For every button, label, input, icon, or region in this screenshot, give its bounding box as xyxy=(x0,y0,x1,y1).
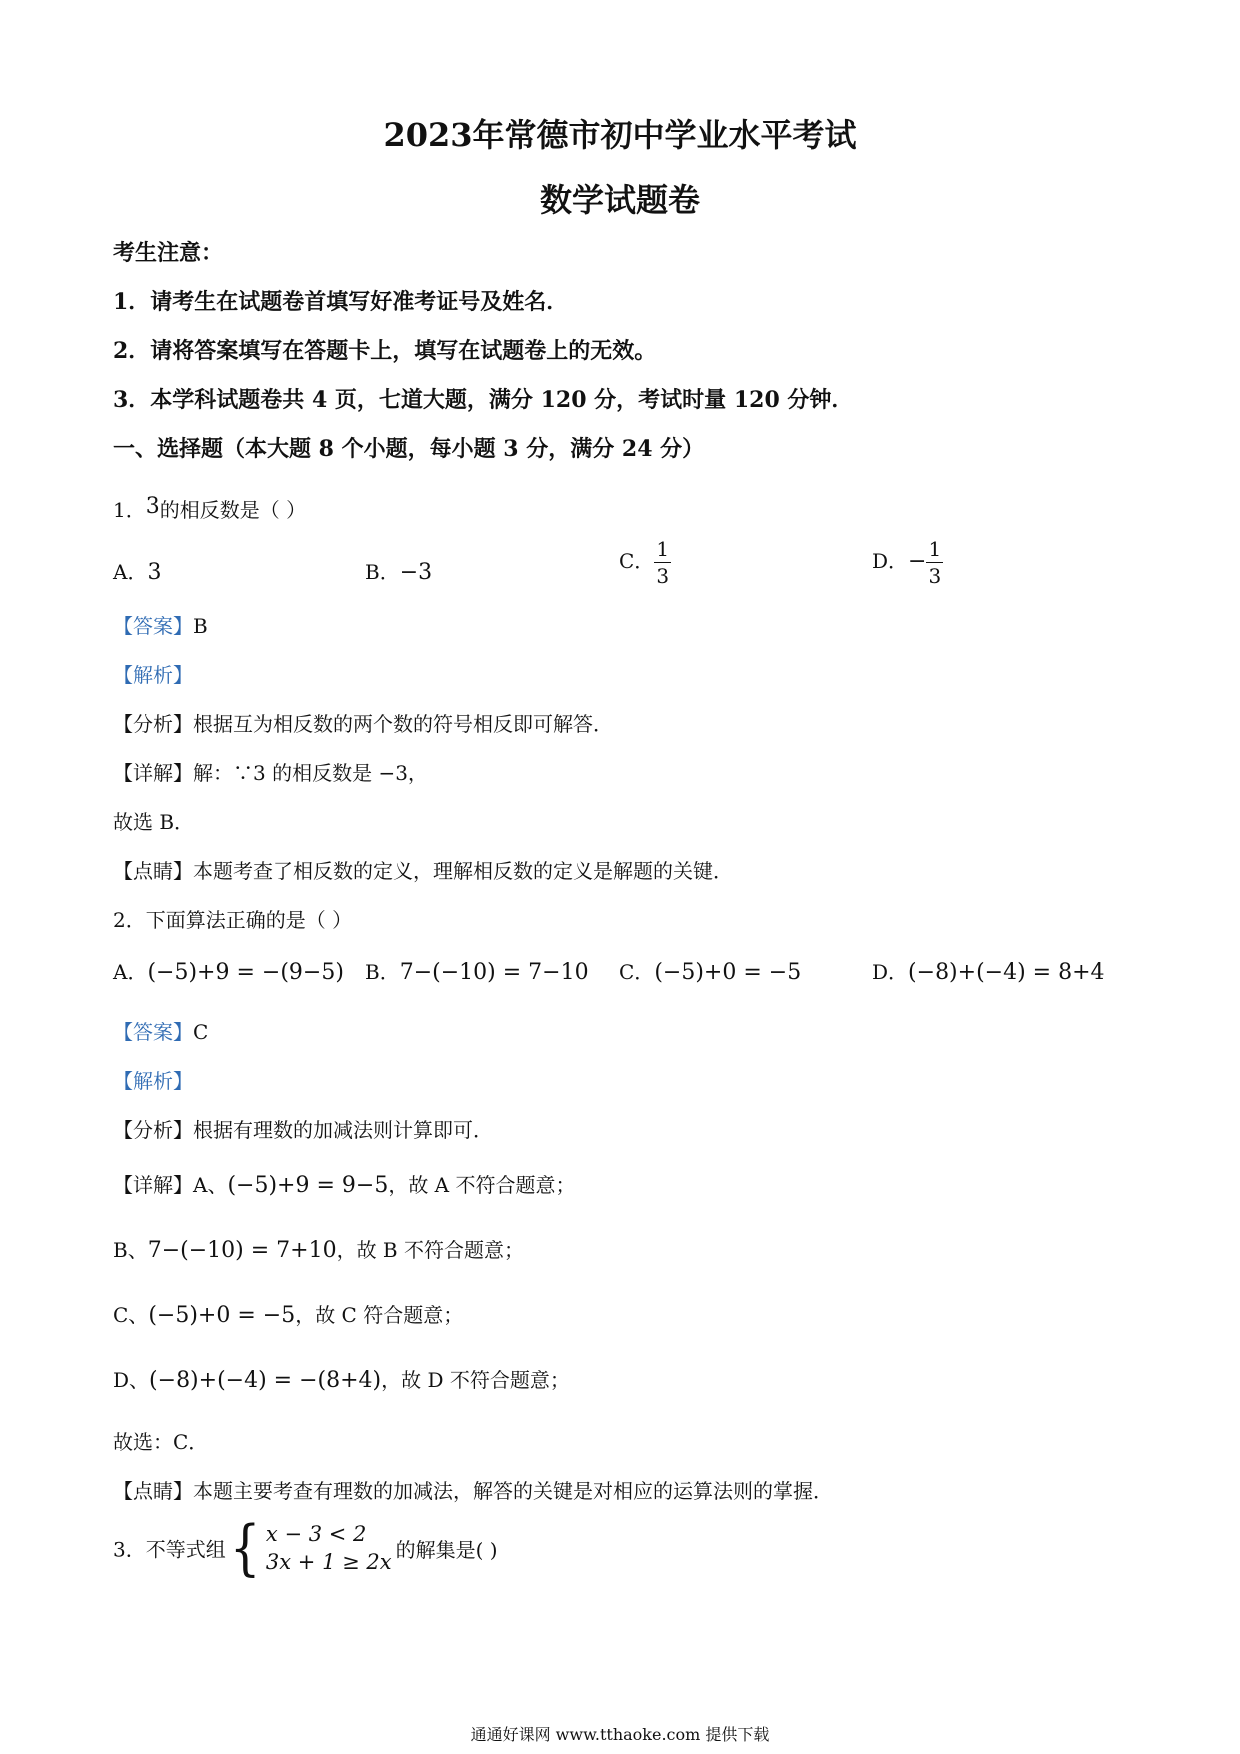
q1-option-c-label: C． xyxy=(619,549,655,573)
q2-dianjing: 【点睛】本题主要考查有理数的加减法，解答的关键是对相应的运算法则的掌握． xyxy=(113,1479,833,1503)
page-subtitle: 数学试题卷 xyxy=(539,181,700,219)
q1-analysis-tag: 【解析】 xyxy=(113,663,193,687)
question-1-value: 3 xyxy=(145,494,160,519)
q2-option-b xyxy=(365,956,589,985)
q1-answer xyxy=(113,610,208,639)
q1-guxuan: 故选 B． xyxy=(113,810,195,834)
q1-dianjing: 【点睛】本题考查了相反数的定义，理解相反数的定义是解题的关键． xyxy=(113,859,733,883)
q2-option-a-label: A． xyxy=(113,960,148,984)
q1-option-c xyxy=(619,538,671,587)
question-3-stem xyxy=(113,1513,498,1583)
question-1-text: 的相反数是（ ） xyxy=(159,498,307,522)
answer-tag: 【答案】 xyxy=(113,614,193,638)
detail-prefix: D、 xyxy=(113,1368,150,1392)
question-2-stem: 2．下面算法正确的是（ ） xyxy=(113,908,353,932)
detail-suffix: ，故 A 不符合题意； xyxy=(388,1173,576,1197)
inequality-system xyxy=(226,1513,392,1583)
answer-value: C xyxy=(193,1020,209,1044)
q2-detail-a xyxy=(113,1169,576,1198)
detail-prefix: 【详解】A、 xyxy=(113,1173,228,1197)
q2-analysis-tag: 【解析】 xyxy=(113,1069,193,1093)
answer-value: B xyxy=(193,614,208,638)
q2-detail-b xyxy=(113,1234,524,1263)
fraction-numerator: 1 xyxy=(656,537,670,561)
detail-expr: 7−(−10) = 7+10 xyxy=(147,1238,337,1263)
notice-item-2: 2．请将答案填写在答题卡上，填写在试题卷上的无效。 xyxy=(113,338,657,364)
q1-fenxi: 【分析】根据互为相反数的两个数的符号相反即可解答． xyxy=(113,712,613,736)
q2-guxuan: 故选：C． xyxy=(113,1430,209,1454)
q2-option-d-label: D． xyxy=(872,960,909,984)
answer-tag: 【答案】 xyxy=(113,1020,193,1044)
q1-option-d-label: D． xyxy=(872,549,909,573)
q2-option-d xyxy=(872,956,1105,985)
fraction-numerator: 1 xyxy=(928,537,942,561)
detail-expr: (−5)+0 = −5 xyxy=(148,1303,296,1328)
q1-option-a-label: A． xyxy=(113,560,148,584)
q2-detail-d xyxy=(113,1364,570,1393)
q2-option-b-label: B． xyxy=(365,960,400,984)
detail-expr: (−8)+(−4) = −(8+4) xyxy=(149,1368,382,1393)
detail-suffix: ，故 D 不符合题意； xyxy=(381,1368,570,1392)
q1-option-b-label: B． xyxy=(365,560,400,584)
q2-option-c-label: C． xyxy=(619,960,655,984)
q1-option-c-fraction xyxy=(654,538,671,587)
q2-option-b-expr: 7−(−10) = 7−10 xyxy=(399,960,589,985)
question-1-stem xyxy=(113,494,306,523)
q2-fenxi: 【分析】根据有理数的加减法则计算即可． xyxy=(113,1118,493,1142)
q1-option-d-sign: − xyxy=(908,549,927,574)
q1-xiangjie: 【详解】解：∵3 的相反数是 −3， xyxy=(113,761,428,785)
q2-detail-c xyxy=(113,1299,463,1328)
q2-option-a-expr: (−5)+9 = −(9−5) xyxy=(147,960,344,985)
q1-option-d xyxy=(872,538,943,587)
fraction-denominator: 3 xyxy=(656,564,670,588)
question-3-prefix: 3．不等式组 xyxy=(113,1537,226,1562)
q1-option-b-value: −3 xyxy=(399,560,433,585)
fraction-denominator: 3 xyxy=(928,564,942,588)
question-3-suffix: 的解集是( ) xyxy=(395,1537,498,1562)
detail-suffix: ，故 B 不符合题意； xyxy=(336,1238,524,1262)
q2-option-c-expr: (−5)+0 = −5 xyxy=(654,960,802,985)
section-title: 一、选择题（本大题 8 个小题，每小题 3 分，满分 24 分） xyxy=(113,436,705,462)
detail-prefix: B、 xyxy=(113,1238,148,1262)
notice-heading: 考生注意： xyxy=(113,240,224,266)
detail-prefix: C、 xyxy=(113,1303,149,1327)
notice-item-3: 3．本学科试题卷共 4 页，七道大题，满分 120 分，考试时量 120 分钟． xyxy=(113,387,854,413)
q1-option-a xyxy=(113,556,161,585)
left-brace: { xyxy=(229,1513,261,1583)
q2-answer xyxy=(113,1016,208,1045)
q2-option-c xyxy=(619,956,801,985)
inequality-line-1: x − 3 < 2 xyxy=(265,1521,367,1546)
detail-suffix: ，故 C 符合题意； xyxy=(295,1303,464,1327)
detail-expr: (−5)+9 = 9−5 xyxy=(227,1173,389,1198)
q2-option-d-expr: (−8)+(−4) = 8+4 xyxy=(908,960,1105,985)
question-1-number: 1． xyxy=(113,498,146,522)
notice-item-1: 1．请考生在试题卷首填写好准考证号及姓名． xyxy=(113,289,569,315)
page-title: 2023年常德市初中学业水平考试 xyxy=(383,116,857,154)
q1-option-b xyxy=(365,556,432,585)
inequality-line-2: 3x + 1 ≥ 2x xyxy=(265,1550,392,1574)
page-footer: 通通好课网 www.tthaoke.com 提供下载 xyxy=(470,1725,770,1744)
q1-option-a-value: 3 xyxy=(147,560,162,585)
q2-option-a xyxy=(113,956,344,985)
q1-option-d-fraction xyxy=(926,538,943,587)
